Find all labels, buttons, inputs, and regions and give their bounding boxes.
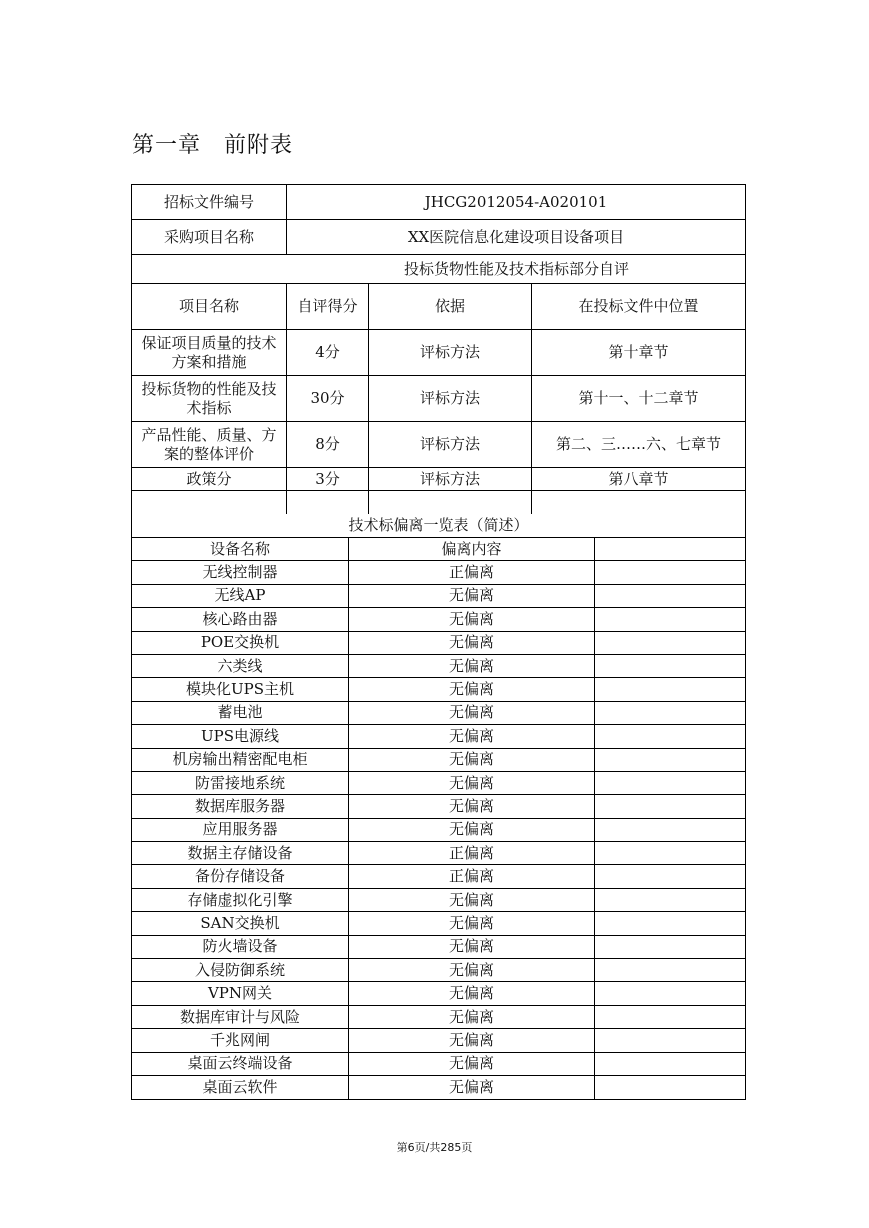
- self-eval-cell-self-score: [287, 491, 369, 514]
- deviation-row: [132, 1029, 745, 1052]
- deviation-row: [132, 772, 745, 795]
- deviation-cell-deviation-content: 正偏离: [349, 561, 595, 583]
- deviation-row: [132, 982, 745, 1005]
- deviation-cell-blank: [595, 1076, 745, 1099]
- deviation-cell-blank: [595, 959, 745, 981]
- deviation-cell-deviation-content: 无偏离: [349, 585, 595, 607]
- deviation-cell-blank: [595, 842, 745, 864]
- deviation-row: [132, 1006, 745, 1029]
- self-eval-cell-basis: 评标方法: [369, 330, 532, 375]
- chapter-title: 第一章 前附表: [132, 133, 294, 158]
- deviation-cell-device-name: 机房输出精密配电柜: [132, 749, 349, 771]
- deviation-cell-blank: [595, 585, 745, 607]
- self-eval-header-item-name: 项目名称: [132, 284, 287, 329]
- deviation-cell-device-name: 数据库服务器: [132, 795, 349, 817]
- self-eval-title-row: [132, 255, 745, 284]
- self-eval-cell-position: 第八章节: [608, 469, 669, 488]
- self-eval-row: [132, 330, 745, 376]
- deviation-cell-blank: [595, 608, 745, 630]
- tender-no-row: [132, 185, 745, 220]
- deviation-cell-deviation-content: 无偏离: [349, 912, 595, 934]
- deviation-cell-deviation-content: 无偏离: [349, 702, 595, 724]
- self-eval-cell-self-score: 4分: [287, 330, 369, 375]
- deviation-row: [132, 725, 745, 748]
- deviation-cell-deviation-content: 无偏离: [349, 608, 595, 630]
- self-eval-cell-self-score: 3分: [287, 468, 369, 490]
- self-eval-cell-self-score: 30分: [287, 376, 369, 421]
- tender-no-label: 招标文件编号: [132, 185, 287, 219]
- deviation-cell-deviation-content: 无偏离: [349, 795, 595, 817]
- deviation-cell-blank: [595, 912, 745, 934]
- self-eval-cell-item-name: 政策分: [132, 468, 287, 490]
- self-eval-cell-position: 第十一、十二章节: [578, 389, 699, 407]
- self-eval-cell-item-name: 保证项目质量的技术方案和措施: [132, 330, 287, 375]
- deviation-cell-device-name: 数据主存储设备: [132, 842, 349, 864]
- deviation-cell-deviation-content: 无偏离: [349, 678, 595, 700]
- deviation-title-row: [132, 514, 745, 538]
- deviation-cell-blank: [595, 1029, 745, 1051]
- deviation-cell-device-name: 备份存储设备: [132, 865, 349, 887]
- deviation-row: [132, 912, 745, 935]
- deviation-row: [132, 936, 745, 959]
- deviation-cell-blank: [595, 819, 745, 841]
- deviation-cell-deviation-content: 无偏离: [349, 655, 595, 677]
- deviation-row: [132, 842, 745, 865]
- self-eval-header-position: 在投标文件中位置: [578, 297, 699, 315]
- deviation-cell-deviation-content: 无偏离: [349, 936, 595, 958]
- self-eval-title: 投标货物性能及技术指标部分自评: [404, 259, 630, 278]
- deviation-cell-device-name: POE交换机: [132, 632, 349, 654]
- self-eval-cell-basis: 评标方法: [369, 422, 532, 467]
- deviation-cell-device-name: 防雷接地系统: [132, 772, 349, 794]
- self-eval-cell-item-name: 产品性能、质量、方案的整体评价: [132, 422, 287, 467]
- deviation-cell-deviation-content: 无偏离: [349, 772, 595, 794]
- deviation-cell-deviation-content: 无偏离: [349, 1006, 595, 1028]
- deviation-cell-device-name: 模块化UPS主机: [132, 678, 349, 700]
- deviation-cell-deviation-content: 无偏离: [349, 1053, 595, 1075]
- deviation-cell-blank: [595, 749, 745, 771]
- deviation-cell-blank: [595, 772, 745, 794]
- deviation-row: [132, 1076, 745, 1099]
- deviation-cell-deviation-content: 无偏离: [349, 749, 595, 771]
- deviation-section: [132, 538, 745, 1099]
- deviation-cell-deviation-content: 正偏离: [349, 865, 595, 887]
- deviation-cell-device-name: 核心路由器: [132, 608, 349, 630]
- deviation-row: [132, 678, 745, 701]
- deviation-cell-blank: [595, 936, 745, 958]
- deviation-cell-blank: [595, 655, 745, 677]
- deviation-cell-blank: [595, 678, 745, 700]
- deviation-row: [132, 702, 745, 725]
- self-eval-row: [132, 376, 745, 422]
- deviation-cell-device-name: SAN交换机: [132, 912, 349, 934]
- deviation-row: [132, 632, 745, 655]
- self-eval-cell-position: [532, 491, 745, 514]
- deviation-row: [132, 795, 745, 818]
- deviation-cell-blank: [595, 982, 745, 1004]
- self-eval-header-self-score: 自评得分: [287, 284, 369, 329]
- deviation-cell-deviation-content: 无偏离: [349, 632, 595, 654]
- deviation-cell-device-name: 防火墙设备: [132, 936, 349, 958]
- deviation-row: [132, 561, 745, 584]
- deviation-cell-deviation-content: 无偏离: [349, 1029, 595, 1051]
- deviation-cell-device-name: UPS电源线: [132, 725, 349, 747]
- deviation-header-row: [132, 538, 745, 561]
- deviation-header-deviation-content: 偏离内容: [349, 538, 595, 560]
- deviation-cell-device-name: 应用服务器: [132, 819, 349, 841]
- deviation-cell-deviation-content: 无偏离: [349, 725, 595, 747]
- front-table: [131, 184, 746, 1100]
- deviation-cell-device-name: 千兆网闸: [132, 1029, 349, 1051]
- deviation-title: 技术标偏离一览表（简述）: [348, 516, 529, 534]
- self-eval-cell-position: 第二、三……六、七章节: [555, 435, 721, 453]
- deviation-cell-device-name: 桌面云软件: [132, 1076, 349, 1099]
- deviation-cell-blank: [595, 865, 745, 887]
- deviation-cell-deviation-content: 无偏离: [349, 982, 595, 1004]
- deviation-row: [132, 889, 745, 912]
- deviation-header-device-name: 设备名称: [132, 538, 349, 560]
- deviation-cell-blank: [595, 725, 745, 747]
- deviation-cell-device-name: 存储虚拟化引擎: [132, 889, 349, 911]
- project-name-row: [132, 220, 745, 255]
- self-eval-header-basis: 依据: [369, 284, 532, 329]
- deviation-cell-device-name: VPN网关: [132, 982, 349, 1004]
- deviation-cell-deviation-content: 无偏离: [349, 1076, 595, 1099]
- page-footer: 第6页/共285页: [396, 1141, 473, 1154]
- deviation-cell-deviation-content: 正偏离: [349, 842, 595, 864]
- self-eval-cell-basis: [369, 491, 532, 514]
- deviation-cell-blank: [595, 1006, 745, 1028]
- deviation-cell-blank: [595, 632, 745, 654]
- self-eval-row: [132, 468, 745, 491]
- self-eval-cell-basis: 评标方法: [369, 468, 532, 490]
- self-eval-cell-item-name: 投标货物的性能及技术指标: [132, 376, 287, 421]
- project-label: 采购项目名称: [132, 220, 287, 254]
- project-value: XX医院信息化建设项目设备项目: [407, 227, 625, 246]
- deviation-cell-device-name: 无线AP: [132, 585, 349, 607]
- self-eval-section: [132, 284, 745, 514]
- deviation-cell-blank: [595, 795, 745, 817]
- deviation-header-blank: [595, 538, 745, 560]
- self-eval-cell-self-score: 8分: [287, 422, 369, 467]
- deviation-cell-device-name: 数据库审计与风险: [132, 1006, 349, 1028]
- deviation-cell-blank: [595, 1053, 745, 1075]
- deviation-cell-device-name: 无线控制器: [132, 561, 349, 583]
- deviation-cell-device-name: 六类线: [132, 655, 349, 677]
- deviation-cell-blank: [595, 561, 745, 583]
- deviation-row: [132, 655, 745, 678]
- deviation-row: [132, 585, 745, 608]
- self-eval-cell-basis: 评标方法: [369, 376, 532, 421]
- deviation-cell-blank: [595, 889, 745, 911]
- deviation-row: [132, 749, 745, 772]
- deviation-row: [132, 819, 745, 842]
- self-eval-cell-position: 第十章节: [608, 343, 669, 361]
- deviation-row: [132, 865, 745, 888]
- deviation-cell-device-name: 入侵防御系统: [132, 959, 349, 981]
- deviation-cell-blank: [595, 702, 745, 724]
- deviation-cell-device-name: 桌面云终端设备: [132, 1053, 349, 1075]
- tender-no-value: JHCG2012054-A020101: [424, 192, 608, 211]
- self-eval-row: [132, 422, 745, 468]
- deviation-cell-deviation-content: 无偏离: [349, 819, 595, 841]
- self-eval-header-row: [132, 284, 745, 330]
- deviation-row: [132, 1053, 745, 1076]
- deviation-row: [132, 959, 745, 982]
- deviation-cell-deviation-content: 无偏离: [349, 889, 595, 911]
- deviation-cell-device-name: 蓄电池: [132, 702, 349, 724]
- deviation-cell-deviation-content: 无偏离: [349, 959, 595, 981]
- deviation-row: [132, 608, 745, 631]
- self-eval-cell-item-name: [132, 491, 287, 514]
- self-eval-row: [132, 491, 745, 514]
